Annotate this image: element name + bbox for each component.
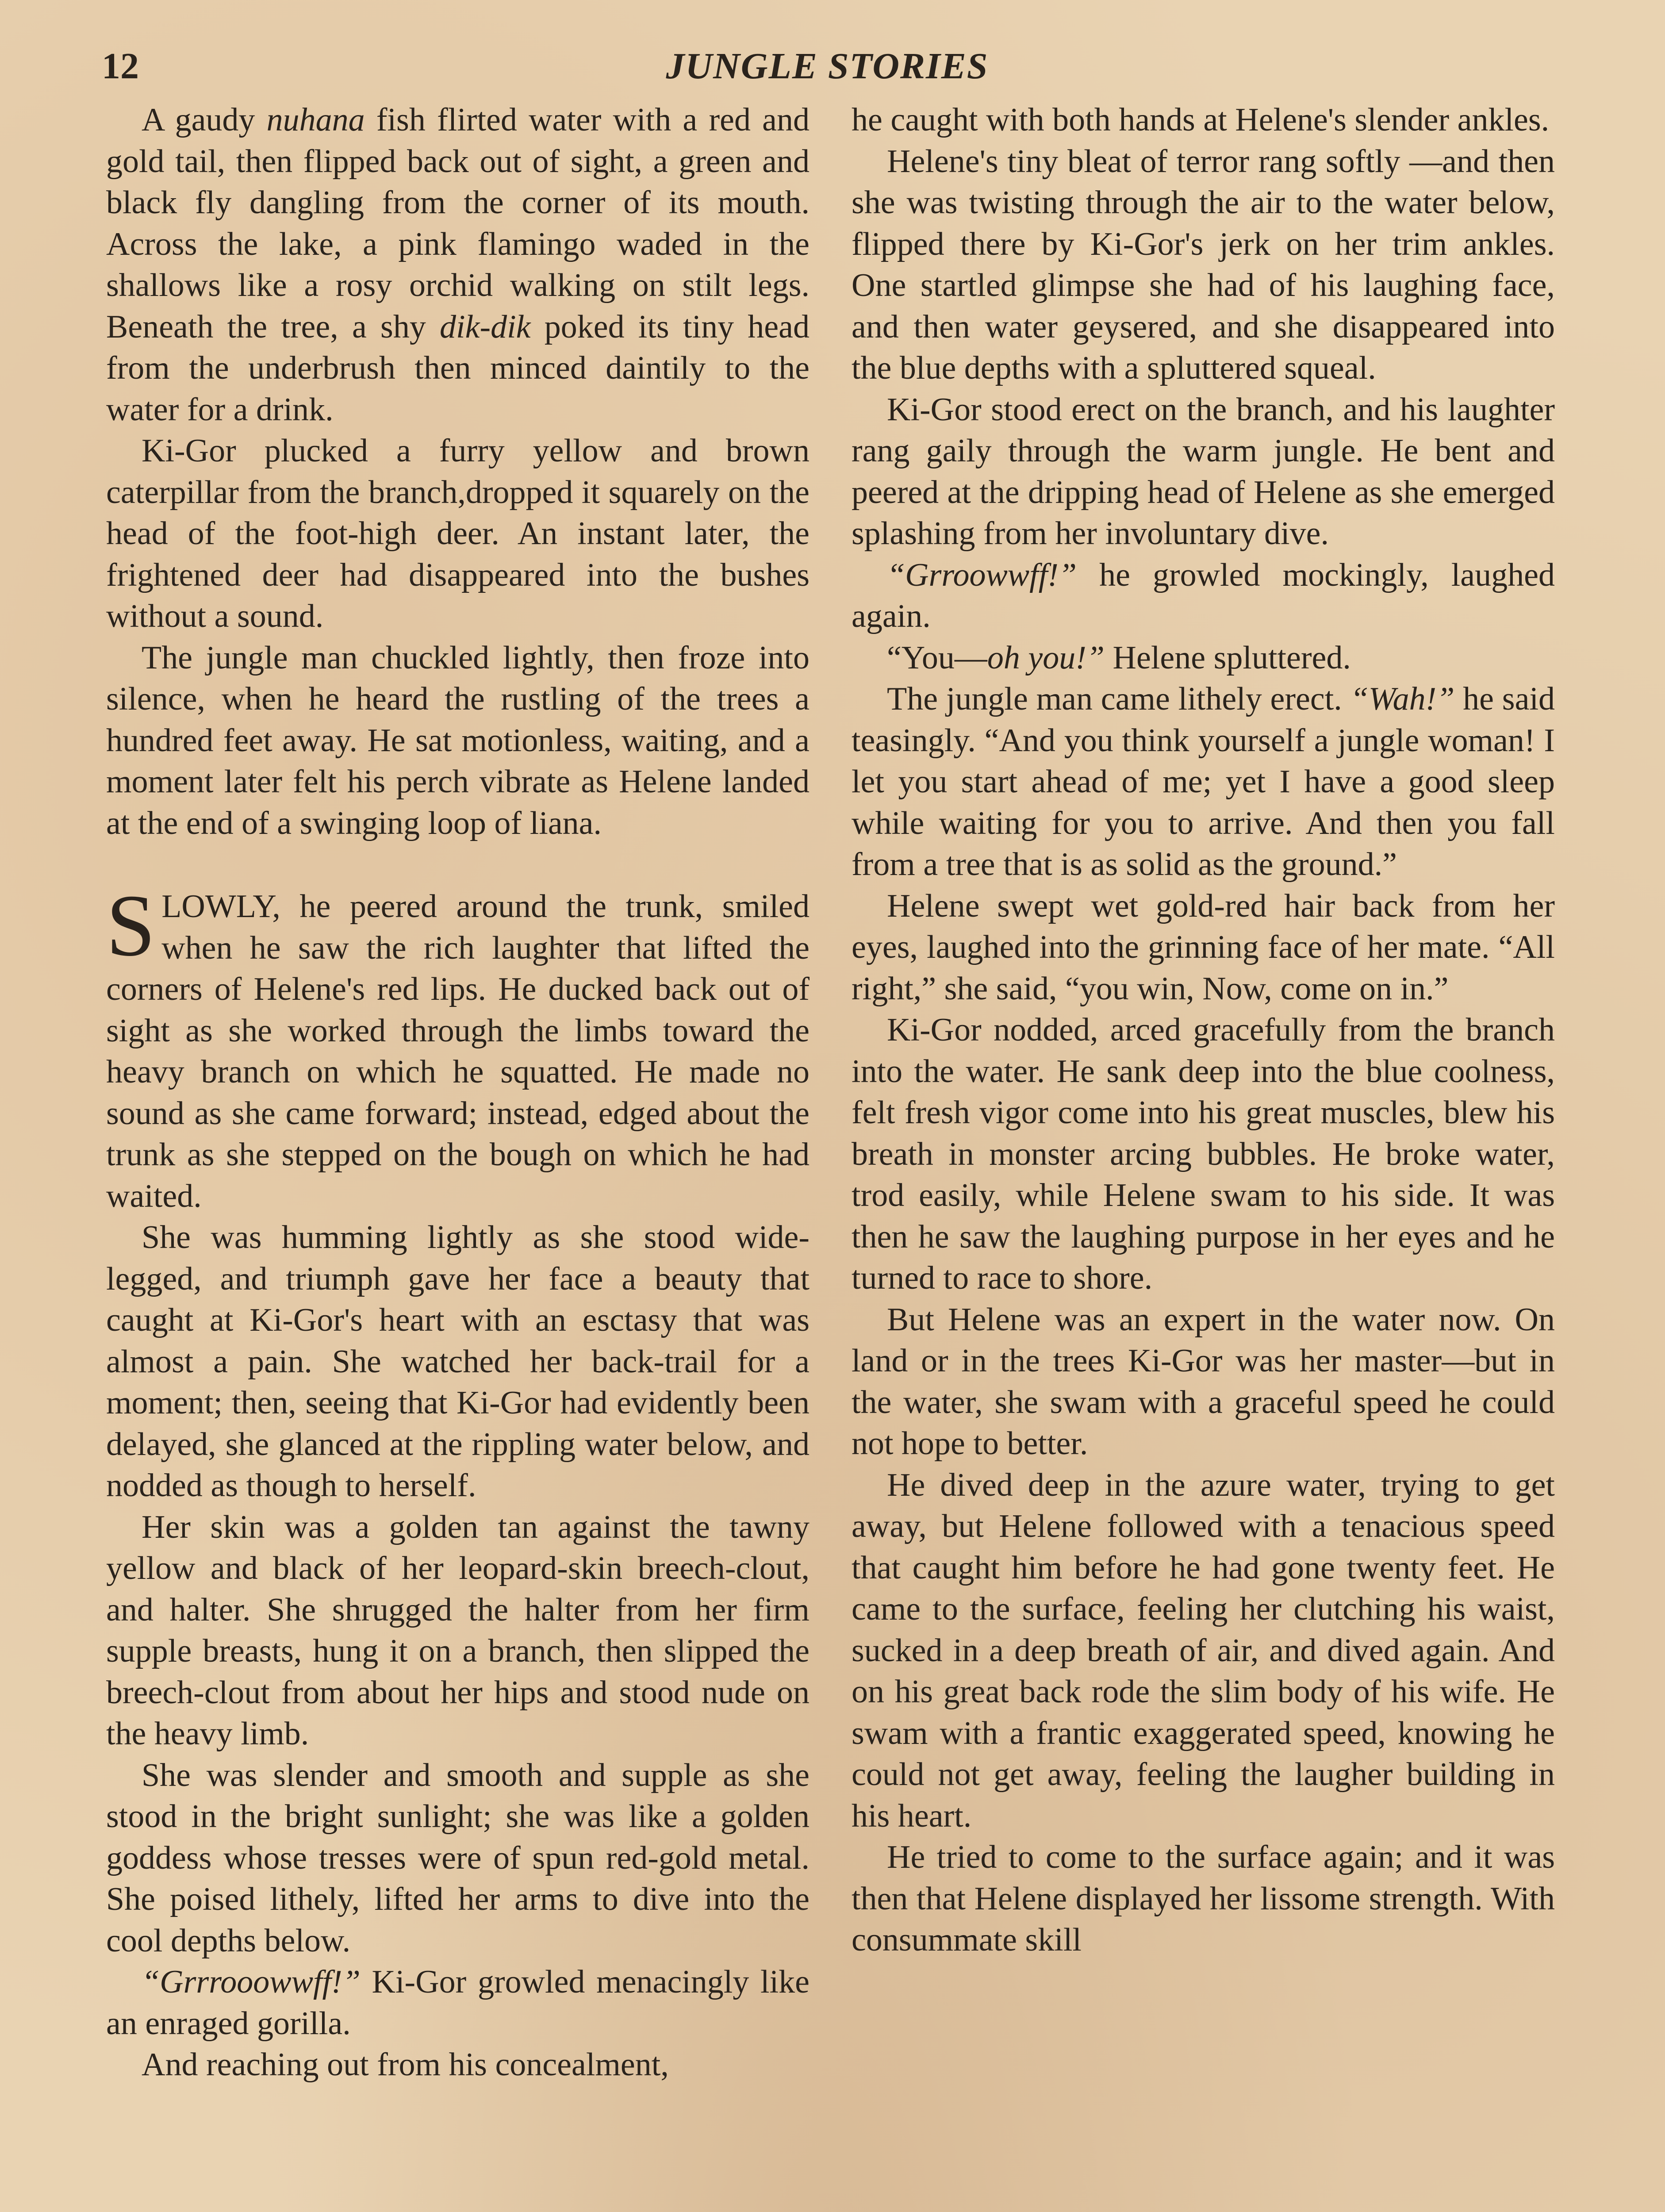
paragraph: But Helene was an expert in the water now. On land or in the trees Ki-Gor was her master—but in the water, she swam with a graceful speed he could not hope to better. [852, 1301, 1555, 1462]
paragraph: Her skin was a golden tan against the tawny yellow and black of her leopard-skin breech-clout, and halter. She shrugged the halter from her firm supple breasts, hung it on a branch, then slipped the breech-clout from about her hips and stood nude on the heavy limb. [106, 1509, 809, 1752]
left-column [106, 100, 809, 2086]
paragraph: The jungle man came lithely erect. “Wah!” he said teasingly. “And you think yourself a jungle woman! I let you start ahead of me; yet I have a good sleep while waiting for you to arrive. And then you fall from a tree that is as solid as the ground.” [852, 681, 1555, 883]
paragraph: Ki-Gor nodded, arced gracefully from the branch into the water. He sank deep into the blue coolness, felt fresh vigor come into his great muscles, blew his breath in monster arcing bubbles. He broke water, trod easily, while Helene swam to his side. It was then he saw the laughing purpose in her eyes and he turned to race to shore. [852, 1012, 1555, 1296]
paragraph: She was slender and smooth and supple as she stood in the bright sunlight; she was like a golden goddess whose tresses were of spun red-gold metal. She poised lithely, lifted her arms to dive into the cool depths below. [106, 1757, 809, 1959]
right-column [852, 100, 1555, 1961]
paragraph: Ki-Gor plucked a furry yellow and brown caterpillar from the branch,dropped it squarely on the head of the foot-high deer. An instant later, the frightened deer had disappeared into the bushes without a sound. [106, 433, 809, 634]
paragraph: “You—oh you!” Helene spluttered. [887, 639, 1351, 676]
paragraph: She was humming lightly as she stood wide-legged, and triumph gave her face a beauty that caught at Ki-Gor's heart with an esctasy that was almost a pain. She watched her back-trail for a moment; then, seeing that Ki-Gor had evidently been delayed, she glanced at the rippling water below, and nodded as though to herself. [106, 1219, 809, 1504]
page-number: 12 [102, 46, 139, 87]
paragraph: He dived deep in the azure water, trying to get away, but Helene followed with a tenacious speed that caught him before he had gone twenty feet. He came to the surface, feeling her clutching his waist, sucked in a deep breath of air, and dived again. And on his great back rode the slim body of his wife. He swam with a frantic exaggerated speed, knowing he could not get away, feeling the laugher building in his heart. [852, 1467, 1555, 1834]
drop-cap: S [106, 877, 156, 975]
paragraph: He tried to come to the surface again; and it was then that Helene displayed her lissome strength. With consummate skill [852, 1839, 1555, 1958]
paragraph: “Grrrooowwff!” Ki-Gor growled menacingly like an enraged gorilla. [106, 1964, 809, 2042]
paragraph: The jungle man chuckled lightly, then froze into silence, when he heard the rustling of the trees a hundred feet away. He sat motionless, waiting, and a moment later felt his perch vibrate as Helene landed at the end of a swinging loop of liana. [106, 639, 809, 841]
page-header [102, 42, 1553, 91]
paragraph-continued: he caught with both hands at Helene's slender ankles. [852, 102, 1550, 138]
running-head: JUNGLE STORIES [666, 46, 989, 87]
paragraph: “Grroowwff!” he growled mockingly, laughed again. [852, 557, 1555, 634]
paragraph: Helene swept wet gold-red hair back from her eyes, laughed into the grinning face of her mate. “All right,” she said, “you win, Now, come on in.” [852, 887, 1555, 1007]
paragraph: A gaudy nuhana fish flirted water with a red and gold tail, then flipped back out of sight, a green and black fly dangling from the corner of its mouth. Across the lake, a pink flamingo waded in the shallows like a rosy orchid walking on stilt legs. Beneath the tree, a shy dik-dik poked its tiny head from the underbrush then minced daintily to the water for a drink. [106, 102, 810, 428]
paragraph: Helene's tiny bleat of terror rang softly —and then she was twisting through the air to the water below, flipped there by Ki-Gor's jerk on her trim ankles. One startled glimpse she had of his laughing face, and then water geysered, and she disappeared into the blue depths with a spluttered squeal. [852, 143, 1555, 386]
paragraph: Ki-Gor stood erect on the branch, and his laughter rang gaily through the warm jungle. He bent and peered at the dripping head of Helene as she emerged splashing from her involuntary dive. [852, 391, 1555, 552]
section-opening-paragraph: SLOWLY, he peered around the trunk, smiled when he saw the rich laughter that lifted the corners of Helene's red lips. He ducked back out of sight as she worked through the limbs toward the heavy branch on which he squatted. He made no sound as she came forward; instead, edged about the trunk as she stepped on the bough on which he had waited. [106, 877, 809, 1214]
paragraph: And reaching out from his concealment, [142, 2047, 669, 2083]
